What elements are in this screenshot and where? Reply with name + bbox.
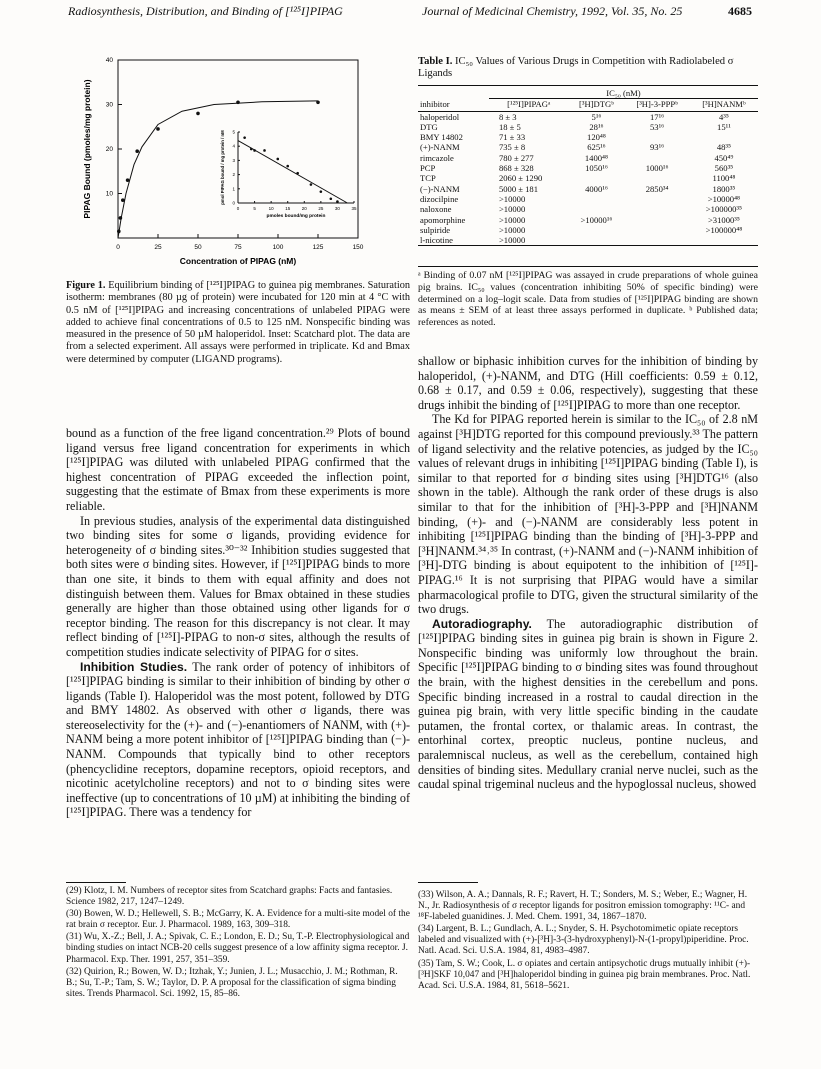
table-column-header: [³H]DTGᵇ [579,99,614,110]
inset-y-tick-label: 0 [232,200,235,206]
references-right [418,890,758,993]
data-point [196,112,200,116]
inset-data-point [296,172,299,175]
inset-y-axis-label: pmol PIPAG bound / mg protein / nM [220,130,225,205]
data-point [236,100,240,104]
table-column-header: [¹²⁵I]PIPAGᵃ [507,99,551,110]
table-row [418,184,758,194]
inset-x-tick-label: 20 [301,206,307,211]
table-cell [624,235,689,246]
data-point [135,149,139,153]
section-heading: Inhibition Studies. [80,659,188,674]
inset-x-tick-label: 35 [351,206,357,211]
reference-item: (33) Wilson, A. A.; Dannals, R. F.; Ravert, H. T.; Sonders, M. S.; Weber, E.; Wagner, H. N., Jr. Radiosynthesis of σ receptor ligands for positron emission tomography: ¹¹C- and ¹⁸F-labeled guanidines. J. Med. Chem. 1991, 34, 1867–1870. [418,890,748,923]
x-tick-label: 25 [154,244,162,251]
table-row [418,225,758,235]
table-cell: l-nicotine [420,235,453,246]
inset-y-tick-label: 1 [232,186,235,192]
inset-x-tick-label: 5 [253,206,256,211]
table-cell: >10000 [498,235,526,246]
paragraph [418,617,758,792]
body-left-column [66,426,410,820]
figure-label: Figure 1. [66,280,106,291]
table-cell: 735 ± 8 [498,142,526,153]
table-cell: >31000³⁵ [707,214,740,225]
table-cell: 1050¹⁶ [585,163,608,174]
table-cell: 8 ± 3 [498,111,517,122]
table-cell: 2850³⁴ [645,183,669,194]
inset-data-point [310,183,313,186]
table-label: Table I. [418,56,453,67]
inset-data-point [243,136,246,139]
table-cell [624,194,689,204]
x-tick-label: 125 [312,244,324,251]
data-point [117,230,121,234]
table-column-header: [³H]NANMᵇ [702,99,746,110]
table-cell: 2060 ± 1290 [498,173,543,184]
table-cell: TCP [420,173,436,184]
table-cell: 48³⁵ [716,142,731,153]
table-cell [624,204,689,214]
inset-y-tick-label: 4 [232,143,235,149]
table-cell: 28¹⁶ [589,121,604,132]
paragraph-text: The rank order of potency of inhibitors of [¹²⁵I]PIPAG binding is similar to their inhibition of binding by other σ ligands (Table I). Haloperidol was the most potent, followed by DTG and BMY 14802. As observed with other σ ligands, there was stereoselectivity for the (+)- and (−)-enantiomers of NANM, with (+)-NANM being a more potent inhibitor of [¹²⁵I]PIPAG binding than (−)-NANM. Compounds that typically bind to other receptors (phencyclidine receptors, dopamine receptors, opioid receptors, and nicotinic acetylcholine receptors) and not to σ binding sites were ineffective (up to concentrations of 10 µM) at inhibiting the binding of [¹²⁵I]PIPAG. There was a tendency for [66,659,410,820]
table-cell: 560³⁵ [714,163,734,174]
table-cell: >10000 [498,224,526,235]
table-cell: 4000¹⁶ [585,183,608,194]
table-cell: (−)-NANM [420,183,460,194]
data-point [121,198,125,202]
y-tick-label: 30 [105,101,113,109]
reference-item: (29) Klotz, I. M. Numbers of receptor sites from Scatchard graphs: Facts and fantasies. Science 1982, 217, 1247–1249. [66,886,393,908]
reference-item: (32) Quirion, R.; Bowen, W. D.; Itzhak, Y.; Junien, J. L.; Musacchio, J. M.; Rothman, R. B.; Su, T.-P.; Tam, S. W.; Taylor, D. P. A proposal for the classification of sigma binding sites. Trends Pharmacol. Sci. 1992, 15, 85–86. [66,966,398,999]
table-row [418,235,758,246]
reference-item: (30) Bowen, W. D.; Hellewell, S. B.; McGarry, K. A. Evidence for a multi-site model of the rat brain σ receptor. Eur. J. Pharmacol. 1989, 163, 309–318. [66,909,410,931]
table-cell [569,235,625,246]
table-cell: BMY 14802 [420,132,463,143]
x-tick-label: 75 [234,244,242,251]
table-cell: 1100⁴⁸ [712,173,736,184]
table-cell: >10000 [498,214,526,225]
reference-item: (34) Largent, B. L.; Gundlach, A. L.; Snyder, S. H. Psychotomimetic opiate receptors labeled and visualized with (+)-[³H]-3-(3-hydroxyphenyl)-N-(1-propyl)piperidine. Proc. Natl. Acad. Sci. U.S.A. 1984, 81, 4983–4987. [418,924,749,957]
figure-caption-text: Equilibrium binding of [¹²⁵I]PIPAG to guinea pig membranes. Saturation isotherm: membranes (80 µg of protein) were incubated for 120 min at 4 °C with 0.5 nM of [¹²⁵I]PIPAG and increasing concentrations of unlabeled PIPAG were added to achieve final concentrations of 0.5 to 125 nM. Nonspecific binding was measured in the presence of 50 µM haloperidol. Inset: Scatchard plot. The data are from a selected experiment. All assays were performed in triplicate. Kd and Bmax were determined by computer (LIGAND programs). [66,280,410,365]
data-point [156,127,160,131]
table-cell [624,215,689,225]
inset-x-tick-label: 15 [285,206,291,211]
reference-item: (31) Wu, X.-Z.; Bell, J. A.; Spivak, C. E.; London, E. D.; Su, T.-P. Electrophysiological and binding studies on intact NCB-20 cells suggest presence of a low affinity sigma receptor. J. Pharmacol. Exp. Ther. 1991, 257, 351–359. [66,932,410,965]
table-row [418,122,758,132]
table-cell: >10000 [498,204,526,215]
inset-data-point [263,149,266,152]
table-row [418,204,758,214]
inset-x-tick-label: 0 [236,206,240,211]
footnote-rule-left [66,882,126,883]
paragraph [66,660,410,821]
x-axis-label: Concentration of PIPAG (nM) [179,256,297,266]
table-column-header: inhibitor [420,99,450,110]
y-tick-label: 20 [105,146,113,153]
table-cell: haloperidol [420,111,460,122]
table-cell: 5¹⁶ [591,111,602,122]
y-tick-label: 40 [105,57,113,64]
table-cell: 5000 ± 181 [498,183,539,194]
table-cell [569,194,625,204]
table-cell: 868 ± 328 [498,163,534,174]
reference-item: (35) Tam, S. W.; Cook, L. σ opiates and certain antipsychotic drugs mutually inhibit (+)-[³H]SKF 10,047 and [³H]haloperidol binding in guinea pig brain membranes. Proc. Natl. Acad. Sci. U.S.A. 1984, 81, 5618–5621. [418,958,751,991]
table-cell: 1400⁴⁸ [584,152,609,163]
table-cell: >100000⁴⁸ [705,224,743,235]
table-column-header: [³H]-3-PPPᵇ [636,99,678,110]
table-cell [624,173,689,183]
table-cell: 1000¹⁶ [645,163,669,174]
table-cell: rimcazole [420,152,454,163]
table-cell: >10000⁴⁸ [707,193,741,204]
table-cell: (+)-NANM [420,142,460,153]
inset-data-point [286,165,289,168]
running-header-right: Journal of Medicinal Chemistry, 1992, Vol. 35, No. 25 [422,4,683,18]
table-title [418,56,758,80]
table-cell: 1800³⁵ [712,183,736,194]
table-cell [569,225,625,235]
data-point [119,216,123,220]
table-row [418,173,758,183]
x-tick-label: 50 [194,244,202,251]
table-cell: 18 ± 5 [498,121,521,132]
table-cell [690,132,758,142]
figure-caption [66,280,410,366]
table-cell: sulpiride [420,224,451,235]
table-cell: dizocilpine [420,193,459,204]
paragraph-text: The autoradiographic distribution of [¹²⁵I]PIPAG binding sites in guinea pig brain is shown in Figure 2. Nonspecific binding was uniformly low throughout the brain. Specific [¹²⁵I]PIPAG binding to σ binding sites was found throughout the brain, with the highest densities in the cerebellum and pons. Specific binding increased in a rostral to caudal direction in the guinea pig brain, with very little specific binding in the caudate putamen, the frontal cortex, or thalamic areas. In contrast, the entorhinal cortex, preoptic nucleus, pontine nucleus, and paralemniscal nucleus, as well as the cerebellum, contained high densities of binding sites. Medullary cranial nerve nuclei, such as the caudal spinal trigeminal nucleus and the hypoglossal nucleus, showed [418,616,758,792]
paragraph: In previous studies, analysis of the experimental data distinguished two binding sites for some σ ligands, providing evidence for heterogeneity of σ binding sites.³⁰⁻³² Inhibition studies suggested that both sites were σ binding sites. However, if [¹²⁵I]PIPAG binds to more than one site, it binds to them with equal affinity and does not distinguish between them. Values for Bmax obtained in these studies generally are higher than those obtained using other ligands for σ receptor binding. The reason for this discrepancy is not clear. It may reflect binding of [¹²⁵I]-PIPAG to non-σ sites, although the results of competition studies indicate selectivity of PIPAG for σ sites. [66,513,410,659]
table-cell: apomorphine [420,214,466,225]
y-tick-label: 10 [105,190,113,198]
table-row [418,215,758,225]
footnote-rule-right [418,882,478,883]
table-cell [624,225,689,235]
table-row [418,111,758,122]
table-cell: 53¹⁶ [650,121,665,132]
table-cell: 4³⁵ [718,111,729,122]
inset-y-tick-label: 5 [232,129,235,135]
table-cell: >10000¹⁶ [580,214,613,225]
table-cell: >10000 [498,193,526,204]
table-cell [569,173,625,183]
inset-x-tick-label: 10 [268,206,274,211]
page-number: 4685 [728,4,752,18]
table-cell: 93¹⁶ [650,142,665,153]
table-cell: 625¹⁶ [587,142,606,153]
table-cell: DTG [420,121,438,132]
inset-data-point [253,149,256,152]
x-tick-label: 150 [352,244,364,251]
table-cell [624,153,689,163]
table-cell: 15¹¹ [717,121,731,132]
data-point [316,100,320,104]
inset-data-point [336,200,339,203]
table-cell: naloxone [420,204,452,215]
x-tick-label: 0 [116,244,120,251]
inset-data-point [250,148,253,151]
section-heading: Autoradiography. [432,616,532,631]
x-tick-label: 100 [272,244,284,251]
table-row [418,194,758,204]
table-row [418,163,758,173]
table-row [418,142,758,152]
figure-1-chart [66,52,406,277]
paragraph: shallow or biphasic inhibition curves for the inhibition of binding by haloperidol, (+)-NANM, and DTG (Hill coefficients: 0.59 ± 0.12, 0.68 ± 0.17, and 0.59 ± 0.06, respectively), suggesting that these drugs inhibit the binding of [¹²⁵I]PIPAG to more than one receptor. [418,354,758,412]
inset-x-tick-label: 30 [334,206,340,211]
data-point [126,178,130,182]
table-row [418,132,758,142]
inset-data-point [320,190,323,193]
inset-y-tick-label: 3 [232,157,235,163]
table-row [418,153,758,163]
table-cell [690,235,758,246]
table-cell: PCP [420,163,436,174]
inset-y-tick-label: 2 [232,172,235,178]
table-cell [624,132,689,142]
table-cell: >100000³⁵ [705,204,742,215]
table-cell: 120⁴⁸ [587,132,606,143]
table-cell: 780 ± 277 [498,152,534,163]
paragraph: bound as a function of the free ligand concentration.²⁹ Plots of bound ligand versus free ligand concentration for experiments in which [¹²⁵I]PIPAG was diluted with unlabeled PIPAG confirmed that the highest concentration of PIPAG exceeded the inflection point, suggesting that the estimate of Bmax from these experiments is more reliable. [66,426,410,513]
table-title-text: IC₅₀ Values of Various Drugs in Competition with Radiolabeled σ Ligands [418,56,734,79]
ic50-table [418,85,758,246]
scatchard-inset [220,130,357,220]
inset-data-point [330,197,333,200]
inset-x-axis-label: pmoles bound/mg protein [266,214,326,219]
running-header-left: Radiosynthesis, Distribution, and Binding of [¹²⁵I]PIPAG [68,4,343,18]
table-footnote: ᵃ Binding of 0.07 nM [¹²⁵I]PIPAG was assayed in crude preparations of whole guinea pig brains. IC₅₀ values (concentration inhibiting 50% of specific binding) were determined on a log–logit scale. Data from studies of [¹²⁵I]PIPAG binding are shown as means ± SEM of at least three assays performed in duplicate. ᵇ Published data; references as noted. [418,266,758,329]
inset-data-point [276,158,279,161]
table-container [418,85,758,246]
inset-x-tick-label: 25 [318,206,324,211]
references-left [66,886,410,1001]
table-cell [569,204,625,214]
table-cell: 71 ± 33 [498,132,526,143]
paragraph: The Kd for PIPAG reported herein is similar to the IC₅₀ of 2.8 nM against [³H]DTG reported for this compound previously.³³ The pattern of ligand selectivity and the relative potencies, as judged by the IC₅₀ values of relevant drugs in inhibiting [¹²⁵I]PIPAG binding (Table I), is similar to that reported for σ binding sites using [³H]DTG¹⁶ (also shown in the table). Although the rank order of these drugs is also similar to that for the inhibition of [³H]-3-PPP and [³H]NANM binding, (+)- and (−)-NANM are considerably less potent in inhibiting [¹²⁵I]PIPAG binding than the binding of [³H]-3-PPP and [³H]NANM.³⁴˒³⁵ In contrast, (+)-NANM and (−)-NANM inhibition of [³H]-DTG binding is about equipotent to the inhibition of [¹²⁵I]-PIPAG.¹⁶ It is not surprising that PIPAG would have a similar pharmacological profile to DTG, given the structural similarity of the two drugs. [418,412,758,617]
table-cell: 450⁴⁹ [714,152,734,163]
table-group-header: IC₅₀ (nM) [489,86,758,99]
y-axis-label: PIPAG Bound (pmoles/mg protein) [82,79,92,219]
body-right-column [418,354,758,792]
table-cell: 17¹⁶ [650,111,665,122]
